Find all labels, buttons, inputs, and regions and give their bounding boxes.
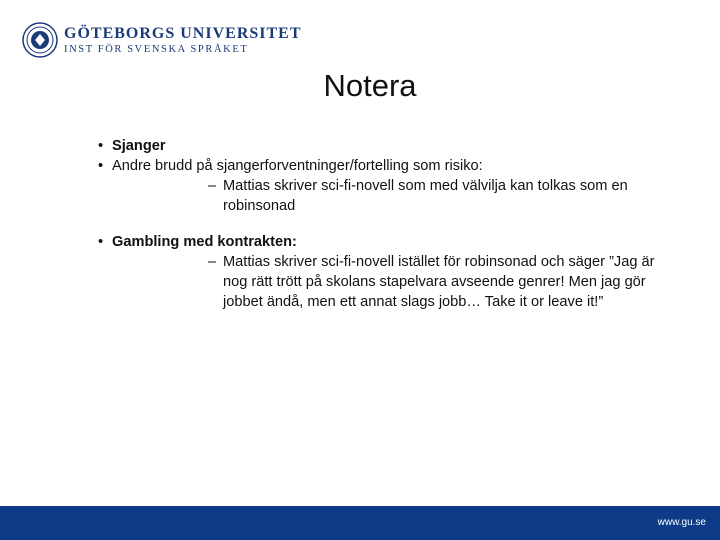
- sub-bullet-text: Mattias skriver sci-fi-novell som med välvilja kan tolkas som en robinsonad: [223, 178, 628, 214]
- bullet-marker: •: [98, 138, 104, 154]
- bullet-text: Sjanger: [112, 138, 166, 154]
- dash-marker: –: [208, 178, 217, 194]
- department-name: INST FÖR SVENSKA SPRÅKET: [64, 43, 249, 55]
- bullet-item: [98, 232, 658, 252]
- bullet-marker: •: [98, 234, 104, 250]
- university-logo: [22, 20, 302, 60]
- bullet-text: Andre brudd på sjangerforventninger/fortelling som risiko:: [112, 158, 483, 174]
- bullet-item: [98, 136, 658, 156]
- sub-bullet-item: [208, 176, 658, 216]
- slide-content: [98, 136, 658, 312]
- footer-bar: [0, 506, 720, 540]
- bullet-marker: •: [98, 158, 104, 174]
- sub-bullet-text: Mattias skriver sci-fi-novell istället för robinsonad och säger ”Jag är nog rätt trött på skolans stapelvara avseende genrer! Men jag gör jobbet ändå, men ett annat slags jobb… Take it or leave it!”: [223, 254, 655, 310]
- university-seal-icon: [22, 22, 58, 58]
- sub-bullet-item: [208, 252, 658, 312]
- dash-marker: –: [208, 254, 217, 270]
- bullet-text: Gambling med kontrakten:: [112, 234, 297, 250]
- slide-title: Notera: [323, 68, 417, 103]
- bullet-item: [98, 156, 658, 176]
- university-name: GÖTEBORGS UNIVERSITET: [64, 24, 302, 42]
- footer-url[interactable]: www.gu.se: [657, 517, 706, 528]
